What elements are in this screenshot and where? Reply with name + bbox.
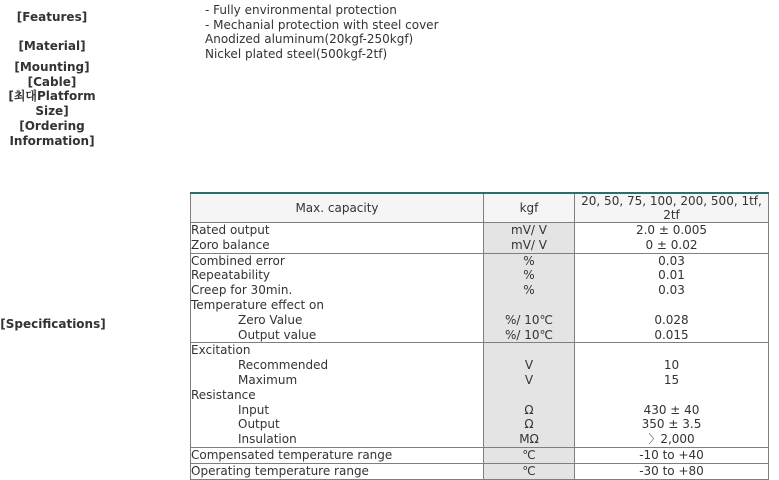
header-values: 20, 50, 75, 100, 200, 500, 1tf, 2tf bbox=[575, 193, 769, 223]
table-row bbox=[191, 388, 769, 403]
row-value: 0.03 bbox=[575, 283, 769, 298]
feature-line: - Fully environmental protection bbox=[205, 3, 397, 17]
header-capacity: Max. capacity bbox=[191, 193, 484, 223]
row-param: Zoro balance bbox=[191, 238, 484, 253]
row-param: Creep for 30min. bbox=[191, 283, 484, 298]
ordering-info-label: [Ordering Information] bbox=[9, 119, 95, 148]
row-param: Zero Value bbox=[191, 313, 484, 328]
row-value: -10 to +40 bbox=[575, 447, 769, 463]
platform-size-label: [최대Platform Size] bbox=[8, 89, 96, 118]
table-row bbox=[191, 447, 769, 463]
row-unit: MΩ bbox=[484, 432, 575, 447]
table-row bbox=[191, 223, 769, 238]
row-param: Rated output bbox=[191, 223, 484, 238]
table-row bbox=[191, 463, 769, 479]
features-label: [Features] bbox=[16, 10, 88, 24]
cable-label: [Cable] bbox=[27, 75, 77, 89]
row-value bbox=[575, 343, 769, 358]
row-unit: % bbox=[484, 268, 575, 283]
row-unit: %/ 10℃ bbox=[484, 328, 575, 343]
row-value: 10 bbox=[575, 358, 769, 373]
row-value: 350 ± 3.5 bbox=[575, 417, 769, 432]
table-row bbox=[191, 298, 769, 313]
row-unit bbox=[484, 298, 575, 313]
row-unit: Ω bbox=[484, 403, 575, 418]
row-param: Resistance bbox=[191, 388, 484, 403]
row-param: Repeatability bbox=[191, 268, 484, 283]
table-row bbox=[191, 253, 769, 268]
row-param: Compensated temperature range bbox=[191, 447, 484, 463]
row-value: 0 ± 0.02 bbox=[575, 238, 769, 253]
row-value: 0.028 bbox=[575, 313, 769, 328]
row-value: 0.03 bbox=[575, 253, 769, 268]
row-param: Recommended bbox=[191, 358, 484, 373]
row-param: Maximum bbox=[191, 373, 484, 388]
row-param: Insulation bbox=[191, 432, 484, 447]
row-value: 15 bbox=[575, 373, 769, 388]
row-param: Output value bbox=[191, 328, 484, 343]
table-row bbox=[191, 238, 769, 253]
specifications-table bbox=[190, 192, 769, 480]
table-row bbox=[191, 358, 769, 373]
row-value bbox=[575, 388, 769, 403]
table-header-row bbox=[191, 193, 769, 223]
material-label: [Material] bbox=[18, 39, 86, 53]
row-param: Excitation bbox=[191, 343, 484, 358]
table-row bbox=[191, 268, 769, 283]
row-value: 〉2,000 bbox=[575, 432, 769, 447]
table-row bbox=[191, 403, 769, 418]
row-unit: mV/ V bbox=[484, 238, 575, 253]
table-row bbox=[191, 328, 769, 343]
row-unit bbox=[484, 343, 575, 358]
row-value: -30 to +80 bbox=[575, 463, 769, 479]
row-unit: ℃ bbox=[484, 463, 575, 479]
row-value: 0.015 bbox=[575, 328, 769, 343]
table-row bbox=[191, 373, 769, 388]
table-row bbox=[191, 343, 769, 358]
mounting-label: [Mounting] bbox=[14, 60, 90, 74]
row-param: Operating temperature range bbox=[191, 463, 484, 479]
table-row bbox=[191, 283, 769, 298]
row-unit: V bbox=[484, 373, 575, 388]
header-unit: kgf bbox=[484, 193, 575, 223]
row-value bbox=[575, 298, 769, 313]
row-value: 0.01 bbox=[575, 268, 769, 283]
table-row bbox=[191, 313, 769, 328]
material-line: Nickel plated steel(500kgf-2tf) bbox=[205, 46, 388, 61]
specifications-label: [Specifications] bbox=[0, 317, 106, 331]
row-param: Output bbox=[191, 417, 484, 432]
row-param: Temperature effect on bbox=[191, 298, 484, 313]
row-unit: mV/ V bbox=[484, 223, 575, 238]
material-line: Anodized aluminum(20kgf-250kgf) bbox=[205, 32, 414, 46]
table-row bbox=[191, 417, 769, 432]
row-unit: %/ 10℃ bbox=[484, 313, 575, 328]
row-unit: % bbox=[484, 283, 575, 298]
row-param: Combined error bbox=[191, 253, 484, 268]
row-unit: Ω bbox=[484, 417, 575, 432]
row-value: 2.0 ± 0.005 bbox=[575, 223, 769, 238]
row-unit: % bbox=[484, 253, 575, 268]
description-values bbox=[205, 3, 439, 61]
row-value: 430 ± 40 bbox=[575, 403, 769, 418]
row-param: Input bbox=[191, 403, 484, 418]
feature-line: - Mechanial protection with steel cover bbox=[205, 17, 439, 32]
row-unit: ℃ bbox=[484, 447, 575, 463]
table-row bbox=[191, 432, 769, 447]
row-unit bbox=[484, 388, 575, 403]
row-unit: V bbox=[484, 358, 575, 373]
